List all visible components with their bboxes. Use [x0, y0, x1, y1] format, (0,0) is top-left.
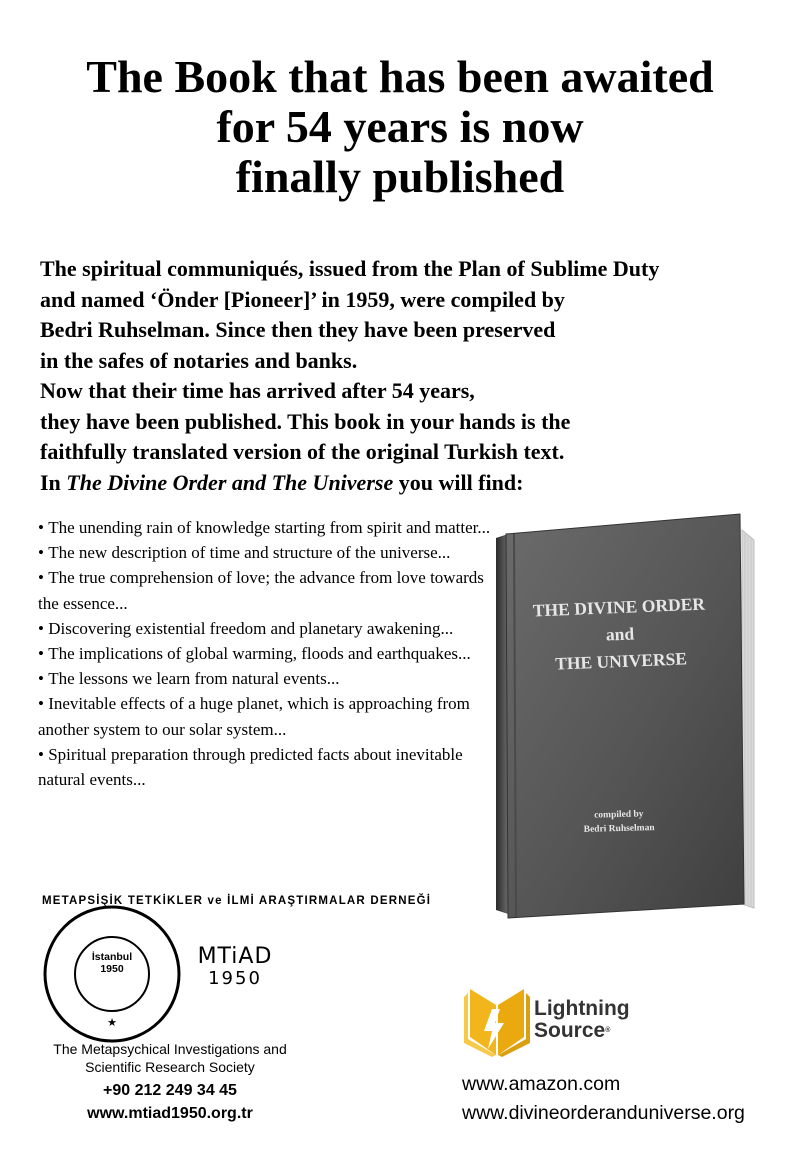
headline: [0, 52, 800, 202]
book-cover-title: [520, 590, 719, 679]
seal-ring-text: METAPSİŞİK TETKİKLER ve İLMİ ARAŞTIRMALAR DERNEĞİ: [42, 895, 432, 907]
society-info: [25, 1040, 315, 1125]
mtiad-logo: [190, 946, 280, 990]
mtiad-name: MTiAD: [197, 944, 273, 969]
feature-list: [38, 515, 498, 792]
intro-line: The spiritual communiqués, issued from the Plan of Sublime Duty: [40, 256, 660, 281]
intro-line: and named ‘Önder [Pioneer]’ in 1959, were compiled by: [40, 286, 565, 312]
compiled-label: compiled by: [594, 809, 644, 821]
society-phone: +90 212 249 34 45: [103, 1082, 237, 1099]
star-icon: ★: [107, 1017, 117, 1029]
book-website-link[interactable]: www.divineorderanduniverse.org: [462, 1102, 745, 1124]
intro-line: Bedri Ruhselman. Since then they have been preserved: [40, 317, 556, 342]
feature-item: • The unending rain of knowledge starting from spirit and matter...: [38, 515, 498, 540]
intro-last-line: [40, 468, 770, 499]
intro-line: faithfully translated version of the original Turkish text.: [40, 439, 565, 464]
book-title-line: THE DIVINE ORDER: [532, 593, 706, 621]
intro-paragraph: [40, 254, 770, 498]
publisher-line1: Lightning: [534, 997, 630, 1020]
intro-line: Now that their time has arrived after 54 years,: [40, 378, 475, 403]
registered-mark: ®: [605, 1027, 611, 1034]
society-website: www.mtiad1950.org.tr: [87, 1105, 253, 1122]
book-title-line: and: [605, 623, 635, 645]
lightning-source-name: [534, 998, 630, 1042]
book-cover-graphic: [492, 512, 754, 918]
intro-line: in the safes of notaries and banks.: [40, 347, 358, 373]
headline-line: for 54 years is now: [216, 101, 584, 152]
amazon-link[interactable]: www.amazon.com: [462, 1073, 621, 1095]
compiler-name: Bedri Ruhselman: [583, 823, 655, 835]
lightning-source-logo: [462, 985, 662, 1057]
intro-last-prefix: In: [40, 469, 67, 495]
book-compiled-by: [536, 806, 703, 838]
feature-item: • The implications of global warming, floods and earthquakes...: [38, 641, 498, 666]
society-name-line: Scientific Research Society: [85, 1059, 255, 1075]
book-title-line: THE UNIVERSE: [554, 648, 688, 674]
publisher-line2: Source: [534, 1019, 606, 1042]
headline-line: The Book that has been awaited: [86, 51, 714, 102]
society-name-line: The Metapsychical Investigations and: [53, 1041, 287, 1057]
book-image: [492, 512, 754, 918]
seal-city: İstanbul: [91, 951, 133, 963]
feature-item: • The new description of time and structure of the universe...: [38, 540, 498, 565]
book-title-reference: The Divine Order and The Universe: [66, 469, 394, 495]
mtiad-year: 1950: [208, 968, 262, 989]
seal-center: [82, 951, 142, 975]
intro-line: they have been published. This book in your hands is the: [40, 408, 571, 434]
feature-item: • Inevitable effects of a huge planet, which is approaching from another system to our solar system...: [38, 691, 498, 741]
intro-last-suffix: you will find:: [393, 469, 524, 495]
feature-item: • The lessons we learn from natural events...: [38, 666, 498, 691]
headline-line: finally published: [235, 151, 565, 202]
feature-item: • Spiritual preparation through predicted facts about inevitable natural events...: [38, 742, 498, 792]
feature-item: • The true comprehension of love; the advance from love towards the essence...: [38, 565, 498, 615]
feature-item: • Discovering existential freedom and planetary awakening...: [38, 616, 498, 641]
website-links: [462, 1070, 792, 1128]
publisher-line2-wrap: [534, 1020, 630, 1042]
seal-year: 1950: [100, 963, 124, 975]
open-book-lightning-icon: [462, 985, 532, 1057]
